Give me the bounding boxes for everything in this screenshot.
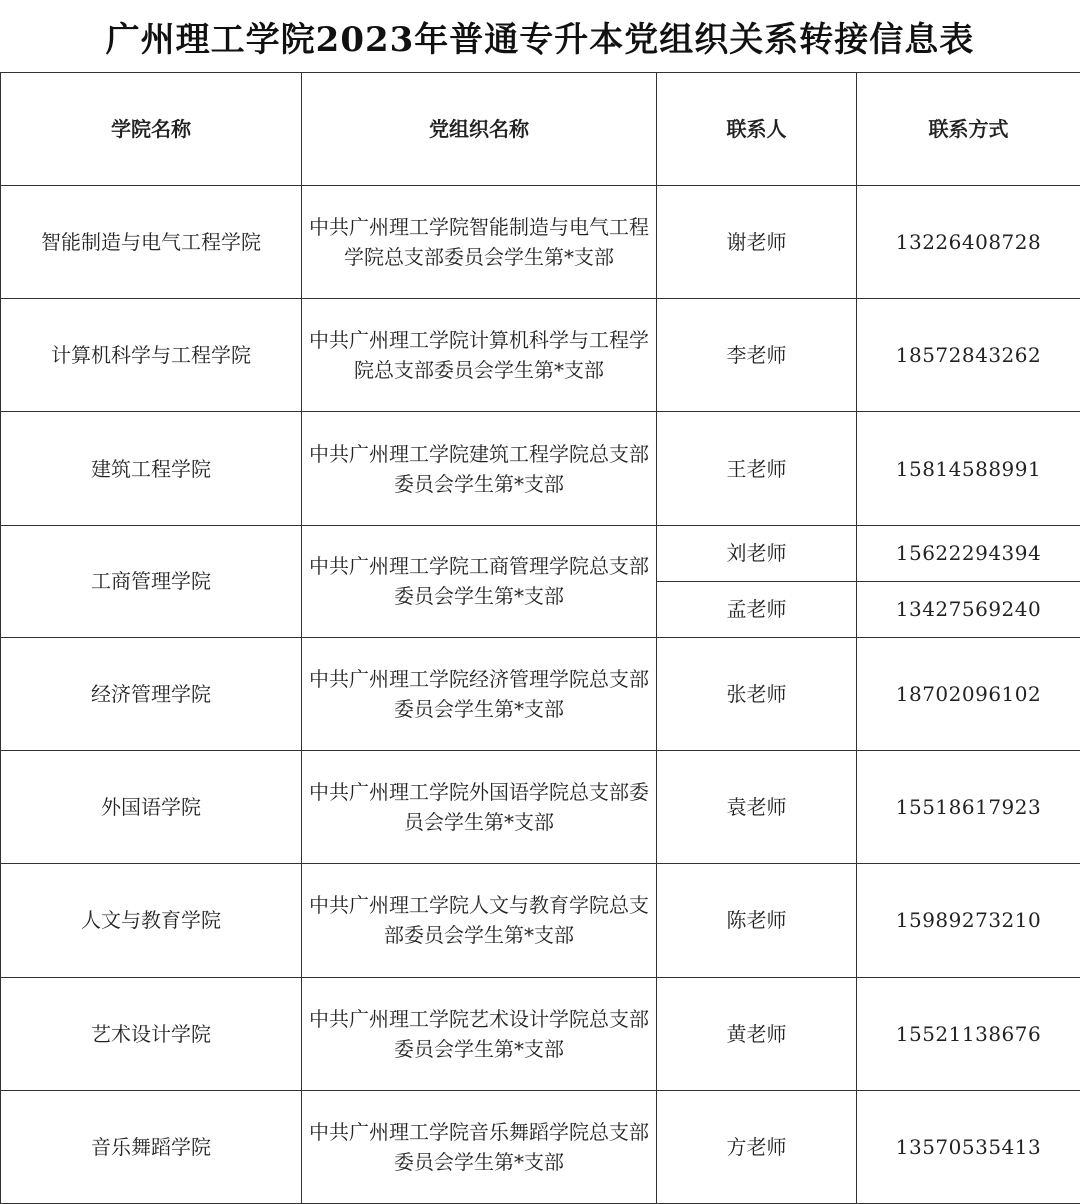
contact-phone-cell: 18572843262 (857, 299, 1080, 412)
table-row (1, 977, 1080, 1090)
contact-name-cell: 黄老师 (657, 977, 857, 1090)
college-name-cell: 人文与教育学院 (1, 864, 302, 977)
college-name-cell: 建筑工程学院 (1, 412, 302, 525)
contact-name-cell: 王老师 (657, 412, 857, 525)
table-row (1, 1090, 1080, 1203)
header-org: 党组织名称 (302, 73, 657, 186)
page-title: 广州理工学院2023年普通专升本党组织关系转接信息表 (105, 19, 975, 60)
college-name-cell: 智能制造与电气工程学院 (1, 186, 302, 299)
contact-phone-cell: 13427569240 (857, 581, 1080, 637)
party-org-cell: 中共广州理工学院外国语学院总支部委员会学生第*支部 (302, 751, 657, 864)
table-row (1, 525, 1080, 581)
contact-phone-cell: 13226408728 (857, 186, 1080, 299)
contact-name-cell: 谢老师 (657, 186, 857, 299)
table-row (1, 299, 1080, 412)
contact-phone-cell: 15518617923 (857, 751, 1080, 864)
college-name-cell: 经济管理学院 (1, 637, 302, 750)
table-header-row (1, 73, 1080, 186)
contact-name-cell: 李老师 (657, 299, 857, 412)
header-phone: 联系方式 (857, 73, 1080, 186)
contact-phone-cell: 15521138676 (857, 977, 1080, 1090)
table-row (1, 751, 1080, 864)
party-org-cell: 中共广州理工学院建筑工程学院总支部委员会学生第*支部 (302, 412, 657, 525)
contact-phone-cell: 15622294394 (857, 525, 1080, 581)
college-name-cell: 工商管理学院 (1, 525, 302, 637)
college-name-cell: 计算机科学与工程学院 (1, 299, 302, 412)
contact-name-cell: 刘老师 (657, 525, 857, 581)
table-body (1, 186, 1080, 1204)
party-org-cell: 中共广州理工学院工商管理学院总支部委员会学生第*支部 (302, 525, 657, 637)
header-contact: 联系人 (657, 73, 857, 186)
party-org-cell: 中共广州理工学院音乐舞蹈学院总支部委员会学生第*支部 (302, 1090, 657, 1203)
party-org-cell: 中共广州理工学院计算机科学与工程学院总支部委员会学生第*支部 (302, 299, 657, 412)
party-transfer-table (0, 72, 1080, 1204)
contact-name-cell: 袁老师 (657, 751, 857, 864)
contact-name-cell: 张老师 (657, 637, 857, 750)
contact-phone-cell: 15814588991 (857, 412, 1080, 525)
party-org-cell: 中共广州理工学院经济管理学院总支部委员会学生第*支部 (302, 637, 657, 750)
table-row (1, 637, 1080, 750)
contact-name-cell: 方老师 (657, 1090, 857, 1203)
contact-name-cell: 陈老师 (657, 864, 857, 977)
college-name-cell: 艺术设计学院 (1, 977, 302, 1090)
party-org-cell: 中共广州理工学院智能制造与电气工程学院总支部委员会学生第*支部 (302, 186, 657, 299)
party-org-cell: 中共广州理工学院艺术设计学院总支部委员会学生第*支部 (302, 977, 657, 1090)
college-name-cell: 音乐舞蹈学院 (1, 1090, 302, 1203)
college-name-cell: 外国语学院 (1, 751, 302, 864)
table-row (1, 186, 1080, 299)
party-org-cell: 中共广州理工学院人文与教育学院总支部委员会学生第*支部 (302, 864, 657, 977)
table-row (1, 864, 1080, 977)
contact-phone-cell: 15989273210 (857, 864, 1080, 977)
contact-phone-cell: 13570535413 (857, 1090, 1080, 1203)
contact-phone-cell: 18702096102 (857, 637, 1080, 750)
table-row (1, 412, 1080, 525)
contact-name-cell: 孟老师 (657, 581, 857, 637)
header-college: 学院名称 (1, 73, 302, 186)
